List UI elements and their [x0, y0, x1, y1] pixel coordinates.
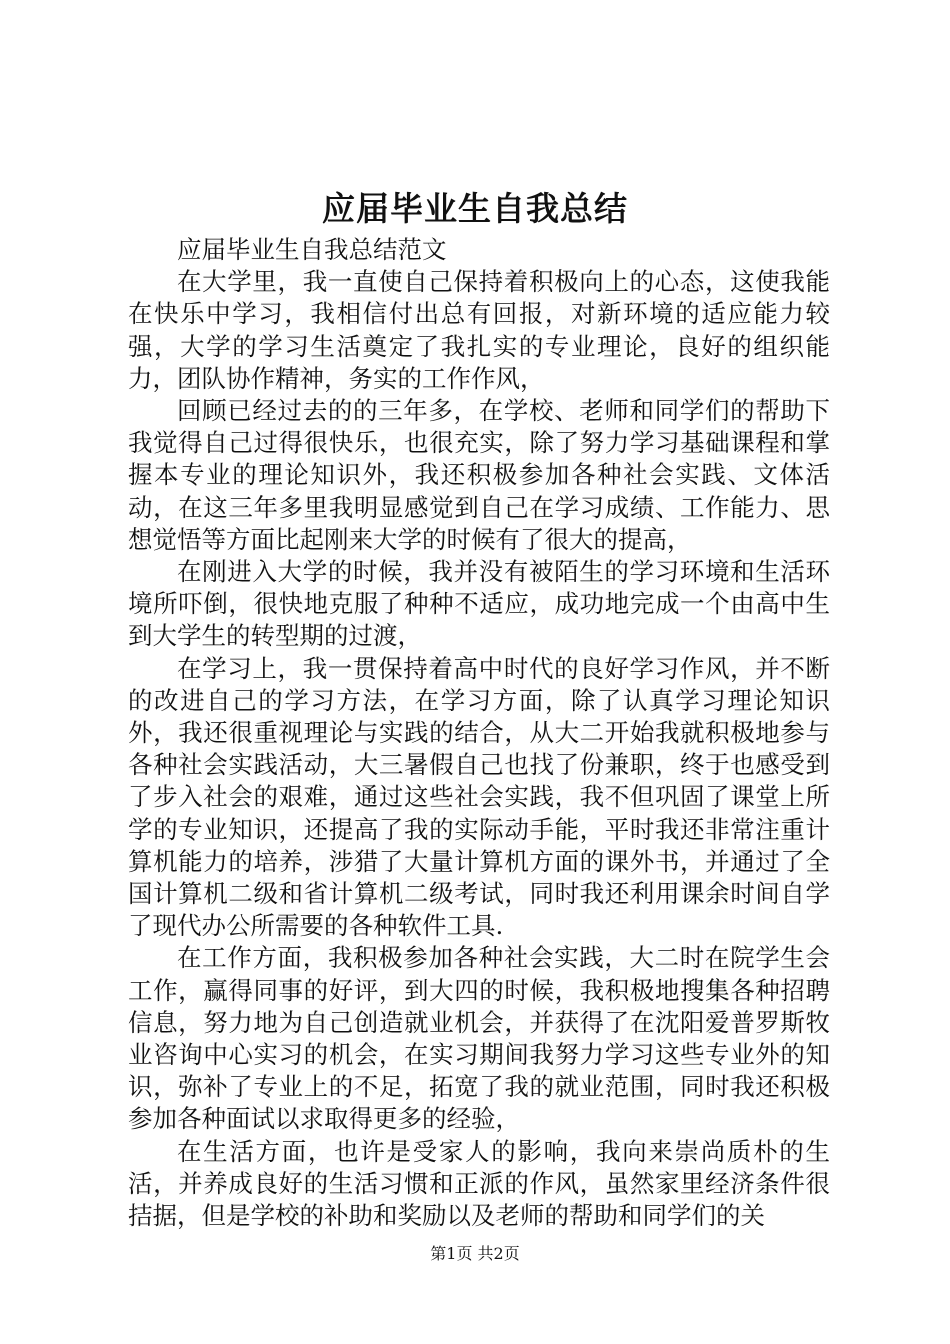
- paragraph: 在学习上，我一贯保持着高中时代的良好学习作风，并不断的改进自己的学习方法，在学习方面，除了认真学习理论知识外，我还很重视理论与实践的结合，从大二开始我就积极地参与各种社会实践活动，大三暑假自己也找了份兼职，终于也感受到了步入社会的艰难，通过这些社会实践，我不但巩固了课堂上所学的专业知识，还提高了我的实际动手能，平时我还非常注重计算机能力的培养，涉猎了大量计算机方面的课外书，并通过了全国计算机二级和省计算机二级考试，同时我还利用课余时间自学了现代办公所需要的各种软件工具.: [128, 653, 830, 941]
- paragraph: 在刚进入大学的时候，我并没有被陌生的学习环境和生活环境所吓倒，很快地克服了种种不适应，成功地完成一个由高中生到大学生的转型期的过渡，: [128, 557, 830, 651]
- document-title: 应届毕业生自我总结: [322, 189, 628, 228]
- page-footer: 第1页 共2页: [430, 1244, 520, 1263]
- paragraph: 在工作方面，我积极参加各种社会实践，大二时在院学生会工作，赢得同事的好评，到大四的时候，我积极地搜集各种招聘信息，努力地为自己创造就业机会，并获得了在沈阳爱普罗斯牧业咨询中心实习的机会，在实习期间我努力学习这些专业外的知识，弥补了专业上的不足，拓宽了我的就业范围，同时我还积极参加各种面试以求取得更多的经验，: [128, 943, 830, 1134]
- paragraph: 在生活方面，也许是受家人的影响，我向来崇尚质朴的生活，并养成良好的生活习惯和正派的作风，虽然家里经济条件很拮据，但是学校的补助和奖励以及老师的帮助和同学们的关: [128, 1136, 830, 1231]
- paragraph: 回顾已经过去的的三年多，在学校、老师和同学们的帮助下我觉得自己过得很快乐，也很充实，除了努力学习基础课程和掌握本专业的理论知识外，我还积极参加各种社会实践、文体活动，在这三年多里我明显感觉到自己在学习成绩、工作能力、思想觉悟等方面比起刚来大学的时候有了很大的提高，: [128, 396, 830, 554]
- paragraph-subtitle: 应届毕业生自我总结范文: [177, 235, 447, 264]
- document-body: [128, 234, 830, 1232]
- paragraph: 在大学里，我一直使自己保持着积极向上的心态，这使我能在快乐中学习，我相信付出总有回报，对新环境的适应能力较强，大学的学习生活奠定了我扎实的专业理论，良好的组织能力，团队协作精神，务实的工作作风，: [128, 267, 830, 393]
